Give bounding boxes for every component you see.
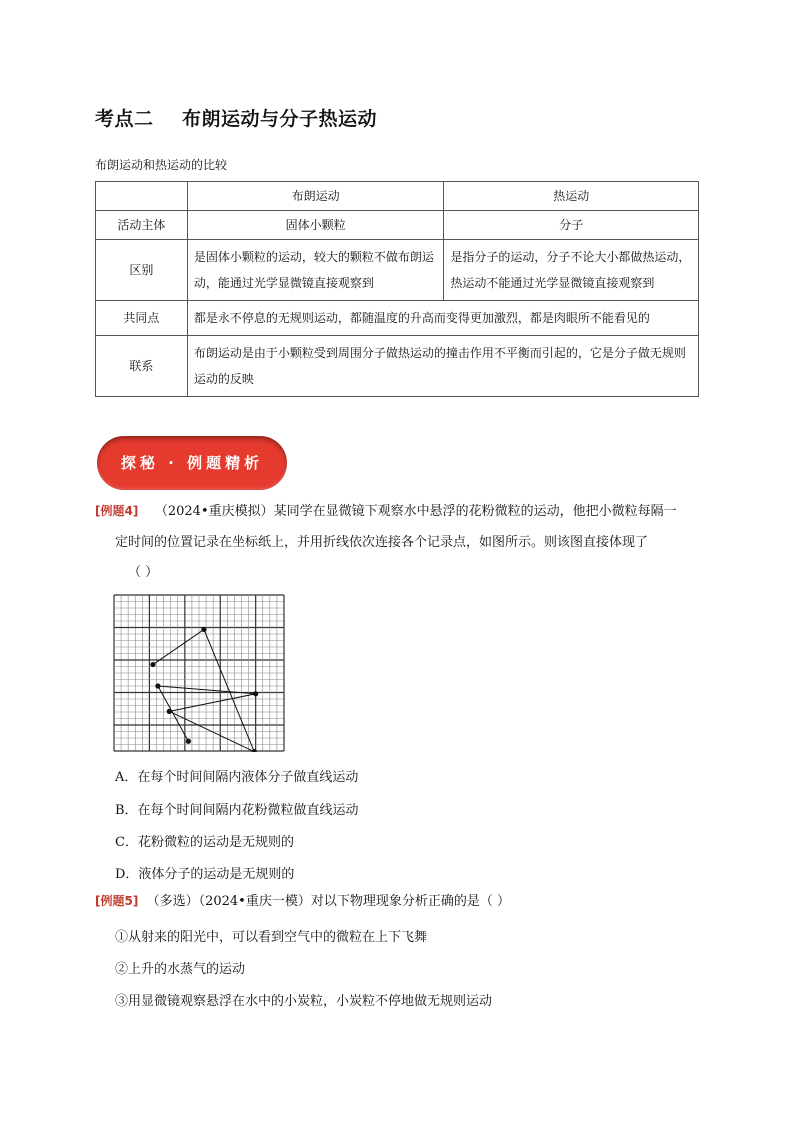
question-tag: [例题5] (95, 894, 139, 908)
option-a[interactable]: A．在每个时间间隔内液体分子做直线运动 (115, 770, 359, 785)
example-banner (97, 436, 287, 490)
table-cell: 共同点 (96, 301, 188, 336)
path-segment (158, 686, 188, 741)
grid-lines (114, 595, 284, 751)
statement-3: ③用显微镜观察悬浮在水中的小炭粒，小炭粒不停地做无规则运动 (115, 994, 493, 1009)
table-cell: 固体小颗粒 (187, 211, 444, 240)
option-c[interactable]: C．花粉微粒的运动是无规则的 (115, 835, 294, 850)
table-header-cell (96, 182, 188, 211)
table-cell: 区别 (96, 240, 188, 301)
table-cell: 是指分子的运动，分子不论大小都做热运动，热运动不能通过光学显微镜直接观察到 (444, 240, 699, 301)
position-dot (201, 627, 206, 632)
position-dot (253, 691, 258, 696)
position-dot (167, 709, 172, 714)
table-cell: 活动主体 (96, 211, 188, 240)
table-caption: 布朗运动和热运动的比较 (95, 158, 228, 172)
question-text: （多选）（2024•重庆一模）对以下物理现象分析正确的是（ ） (146, 894, 510, 909)
position-dot (150, 662, 155, 667)
table-header-row (96, 182, 699, 211)
question-4-line3: （ ） (128, 565, 159, 580)
comparison-table (95, 181, 699, 397)
table-header-cell: 布朗运动 (187, 182, 444, 211)
table-row (96, 240, 699, 301)
position-dot (186, 739, 191, 744)
question-5-line1 (95, 887, 510, 916)
table-cell: 是固体小颗粒的运动，较大的颗粒不做布朗运动，能通过光学显微镜直接观察到 (187, 240, 444, 301)
path-segment (169, 694, 255, 712)
question-4-line1 (95, 497, 677, 526)
brownian-grid-figure (113, 594, 285, 752)
table-row (96, 301, 699, 336)
statement-1: ①从射来的阳光中，可以看到空气中的微粒在上下飞舞 (115, 930, 428, 945)
motion-path (153, 629, 256, 751)
position-dot (155, 683, 160, 688)
banner-label: 探秘 · 例题精析 (120, 454, 264, 472)
table-cell: 联系 (96, 336, 188, 397)
statement-2: ②上升的水蒸气的运动 (115, 962, 246, 977)
table-row (96, 336, 699, 397)
table-header-cell: 热运动 (444, 182, 699, 211)
table-row (96, 211, 699, 240)
section-title: 考点二 布朗运动与分子热运动 (95, 108, 377, 130)
option-b[interactable]: B．在每个时间间隔内花粉微粒做直线运动 (115, 803, 359, 818)
question-text: （2024•重庆模拟）某同学在显微镜下观察水中悬浮的花粉微粒的运动，他把小微粒每隔一 (154, 504, 677, 519)
question-4-line2: 定时间的位置记录在坐标纸上，并用折线依次连接各个记录点，如图所示。则该图直接体现了 (115, 535, 649, 550)
table-cell: 分子 (444, 211, 699, 240)
table-cell: 布朗运动是由于小颗粒受到周围分子做热运动的撞击作用不平衡而引起的，它是分子做无规则运动的反映 (187, 336, 698, 397)
table-cell: 都是永不停息的无规则运动，都随温度的升高而变得更加激烈，都是肉眼所不能看见的 (187, 301, 698, 336)
option-d[interactable]: D．液体分子的运动是无规则的 (115, 867, 295, 882)
question-tag: [例题4] (95, 504, 139, 518)
